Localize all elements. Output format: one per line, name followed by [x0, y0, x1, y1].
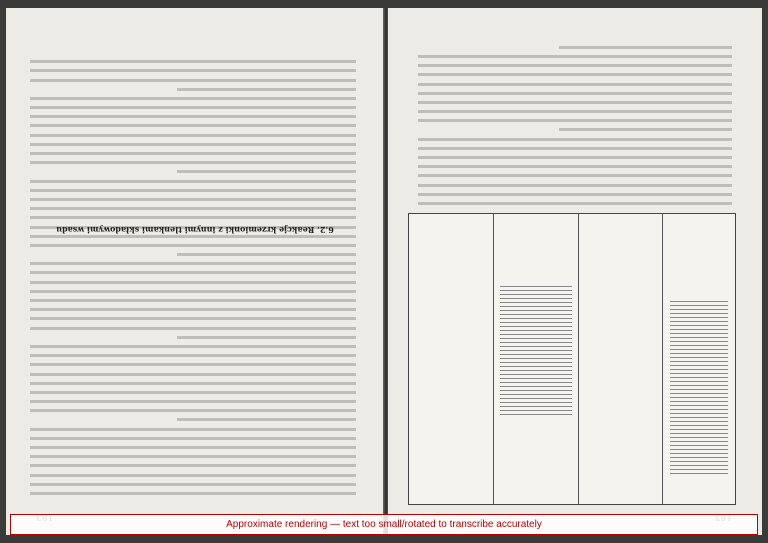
text-line-placeholder: [30, 317, 356, 320]
text-line-placeholder: [418, 83, 732, 86]
body-text-placeholder: [30, 48, 356, 495]
text-line-placeholder: [418, 101, 732, 104]
diagram-divider: [662, 214, 663, 504]
text-line-placeholder: [30, 60, 356, 63]
text-line-placeholder: [30, 79, 356, 82]
text-line-placeholder: [30, 391, 356, 394]
text-line-placeholder: [30, 115, 356, 118]
text-line-placeholder: [30, 455, 356, 458]
text-line-placeholder: [30, 97, 356, 100]
text-line-placeholder: [30, 400, 356, 403]
text-line-placeholder: [559, 129, 732, 132]
text-line-placeholder: [30, 189, 356, 192]
text-line-placeholder: [30, 161, 356, 164]
text-line-placeholder: [30, 354, 356, 357]
phase-diagram-placeholder: [408, 213, 736, 505]
text-line-placeholder: [30, 207, 356, 210]
approximation-notice: Approximate rendering — text too small/rotated to transcribe accurately: [10, 514, 758, 535]
diagram-divider: [578, 214, 579, 504]
text-line-placeholder: [30, 345, 356, 348]
text-line-placeholder: [418, 184, 732, 187]
text-line-placeholder: [30, 262, 356, 265]
diagram-region: [500, 287, 572, 418]
text-line-placeholder: [418, 165, 732, 168]
diagram-divider: [493, 214, 494, 504]
diagram-region: [670, 301, 729, 475]
text-line-placeholder: [30, 474, 356, 477]
text-line-placeholder: [418, 110, 732, 113]
text-line-placeholder: [30, 134, 356, 137]
text-line-placeholder: [30, 446, 356, 449]
text-line-placeholder: [418, 193, 732, 196]
text-line-placeholder: [418, 202, 732, 205]
text-line-placeholder: [418, 92, 732, 95]
text-line-placeholder: [30, 106, 356, 109]
left-page: [6, 8, 384, 535]
text-line-placeholder: [30, 299, 356, 302]
text-line-placeholder: [30, 281, 356, 284]
text-line-placeholder: [30, 272, 356, 275]
text-line-placeholder: [418, 64, 732, 67]
text-line-placeholder: [177, 336, 356, 339]
body-text-placeholder: [418, 40, 732, 205]
text-line-placeholder: [30, 143, 356, 146]
text-line-placeholder: [418, 156, 732, 159]
text-line-placeholder: [418, 73, 732, 76]
text-line-placeholder: [30, 492, 356, 495]
text-line-placeholder: [30, 235, 356, 238]
text-line-placeholder: [559, 46, 732, 49]
text-line-placeholder: [177, 170, 356, 173]
text-line-placeholder: [30, 308, 356, 311]
text-line-placeholder: [177, 88, 356, 91]
text-line-placeholder: [30, 437, 356, 440]
text-line-placeholder: [30, 483, 356, 486]
text-line-placeholder: [418, 55, 732, 58]
text-line-placeholder: [177, 253, 356, 256]
text-line-placeholder: [177, 419, 356, 422]
text-line-placeholder: [30, 152, 356, 155]
text-line-placeholder: [30, 464, 356, 467]
text-line-placeholder: [30, 244, 356, 247]
text-line-placeholder: [30, 69, 356, 72]
text-line-placeholder: [30, 373, 356, 376]
text-line-placeholder: [30, 382, 356, 385]
text-line-placeholder: [418, 138, 732, 141]
text-line-placeholder: [30, 428, 356, 431]
text-line-placeholder: [30, 180, 356, 183]
text-line-placeholder: [418, 147, 732, 150]
text-line-placeholder: [30, 198, 356, 201]
text-line-placeholder: [30, 290, 356, 293]
right-page: [388, 8, 762, 535]
text-line-placeholder: [30, 125, 356, 128]
text-line-placeholder: [418, 174, 732, 177]
text-line-placeholder: [30, 327, 356, 330]
text-line-placeholder: [30, 216, 356, 219]
text-line-placeholder: [30, 363, 356, 366]
text-line-placeholder: [30, 409, 356, 412]
text-line-placeholder: [418, 119, 732, 122]
section-heading: 6.2. Reakcje krzemionki z innymi tlenkami składowymi wsadu: [56, 225, 334, 235]
